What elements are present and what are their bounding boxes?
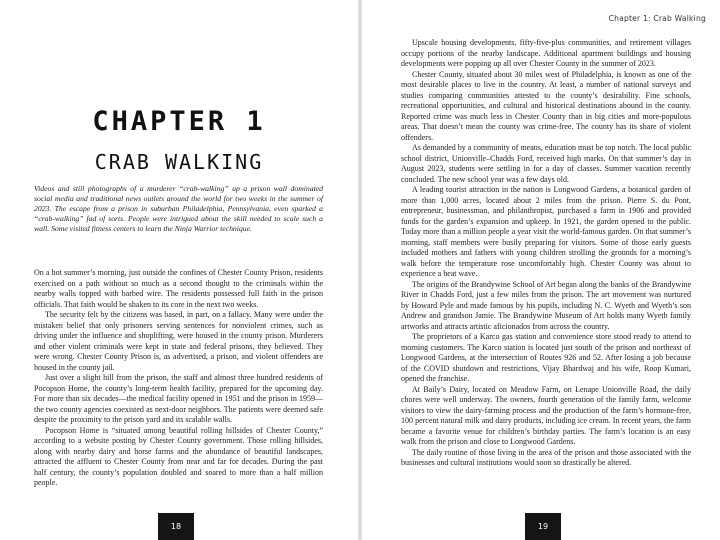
paragraph: The security felt by the citizens was based, in part, on a fallacy. Many were under the mistaken belief that only prisoners serving sentences for nonviolent crimes, such as driving under the influence and shoplifting, were housed in the county prison. Murderers and other violent criminals were kept in state and federal prisons, they believed. They were wrong. Chester County Prison is, as advertised, a prison, and violent offenders are housed in the county jail. — [34, 310, 323, 372]
paragraph: Upscale housing developments, fifty-five-plus communities, and retirement villages occupy portions of the nearby landscape. Additional apartment buildings and housing developments were popping up all over Chester County in the summer of 2023. — [401, 38, 691, 68]
page-number: 19 — [525, 513, 561, 540]
left-body-text — [34, 268, 323, 489]
paragraph: As demanded by a community of means, education must be top notch. The local public school district, Unionville–Chadds Ford, received high marks. On that summer’s day in August 2023, students were settling in for a day of classes. Summer vacation recently concluded. The new school year was a few days old. — [401, 143, 691, 184]
left-page — [0, 0, 358, 540]
chapter-number: CHAPTER 1 — [92, 106, 266, 137]
paragraph: At Baily’s Dairy, located on Meadow Farm, on Lenape Unionville Road, the daily chores were well underway. The owners, fourth generation of the family farm, welcome visitors to view the dairy-farming process and the production of the farm’s hormone-free, 100 percent natural milk and dairy products, including ice cream. In recent years, the farm became a favorite venue for children’s birthday parties. The farm’s location is an easy walk from the prison and close to Longwood Gardens. — [401, 384, 691, 446]
paragraph: On a hot summer’s morning, just outside the confines of Chester County Prison, residents exercised on a path without so much as a second thought to the criminals within the nearby walls topped with barbed wire. The residents possessed full faith in the prison officials. That faith would be shaken to its core in the next two weeks. — [34, 268, 323, 309]
chapter-title: CRAB WALKING — [94, 150, 264, 174]
paragraph: The daily routine of those living in the area of the prison and those associated with the businesses and cultural institutions would soon so drastically be altered. — [401, 447, 691, 467]
running-head: Chapter 1: Crab Walking — [608, 14, 706, 23]
paragraph: Chester County, situated about 30 miles west of Philadelphia, is known as one of the most desirable places to live in the country. At least, a number of national surveys and studies comparing communities attested to the county’s desirability. Fine schools, recreational opportunities, and cultural and historical destinations abound in the county. Reported crime was much less in Chester County than in big cities and more-populous areas. That doesn’t mean the county was crime-free. The county has its share of violent offenders. — [401, 69, 691, 142]
paragraph: The proprietors of a Karco gas station and convenience store stood ready to attend to morning customers. The Karco station is located just south of the prison and northeast of Longwood Gardens, at the intersection of Routes 926 and 52. After losing a job because of the COVID shutdown and restrictions, Vijay Bhardwaj and his wife, Roop Kumari, opened the franchise. — [401, 332, 691, 383]
right-page — [362, 0, 720, 540]
right-body-text — [401, 38, 691, 469]
page-number: 18 — [158, 513, 194, 540]
chapter-epigraph: Videos and still photographs of a murderer “crab-walking” up a prison wall dominated social media and traditional news outlets around the world for two weeks in the summer of 2023. The escape from a prison in suburban Philadelphia, Pennsylvania, even sparked a “crab-walking” fad of sorts. People were intrigued about the skill needed to scale such a wall. Some visited fitness centers to learn the Ninja Warrior technique. — [34, 184, 323, 233]
paragraph: Pocopson Home is “situated among beautiful rolling hillsides of Chester County,” according to a website posting by Chester County government. Those rolling hillsides, along with nearby dairy and horse farms and the abundance of beautiful landscapes, attracted the affluent to Chester County from near and far for decades. During the past half century, the county’s population doubled and soared to more than a half million people. — [34, 425, 323, 487]
paragraph: Just over a slight hill from the prison, the staff and almost three hundred residents of Pocopson Home, the county’s long-term health facility, prepared for the upcoming day. For more than six decades—the medical facility opened in 1951 and the prison in 1959—the two county agencies coexisted as next-door neighbors. The patients were deemed safe despite the proximity to the prison yard and its scalable walls. — [34, 373, 323, 424]
paragraph: The origins of the Brandywine School of Art began along the banks of the Brandywine River in Chadds Ford, just a few miles from the prison. The art movement was nurtured by Howard Pyle and made famous by his pupils, including N. C. Wyeth and Wyeth’s son Andrew and grandson Jamie. The Brandywine Museum of Art holds many Wyeth family artworks and attracts artistic aficionados from across the country. — [401, 279, 691, 331]
paragraph: A leading tourist attraction in the nation is Longwood Gardens, a botanical garden of more than 1,000 acres, located about 2 miles from the prison. Pierre S. du Pont, entrepreneur, businessman, and philanthropist, purchased a farm in 1906 and provided funds for the garden’s expansion and upkeep. In 1921, the garden opened to the public. Today more than a million people a year visit the world-famous garden. On that summer’s morning, staff members were busily preparing for visitors. Some of those early guests included mothers and fathers with young children strolling the grounds for a morning’s walk before the temperature rose uncomfortably high. Chester County was about to experience a heat wave. — [401, 185, 691, 278]
